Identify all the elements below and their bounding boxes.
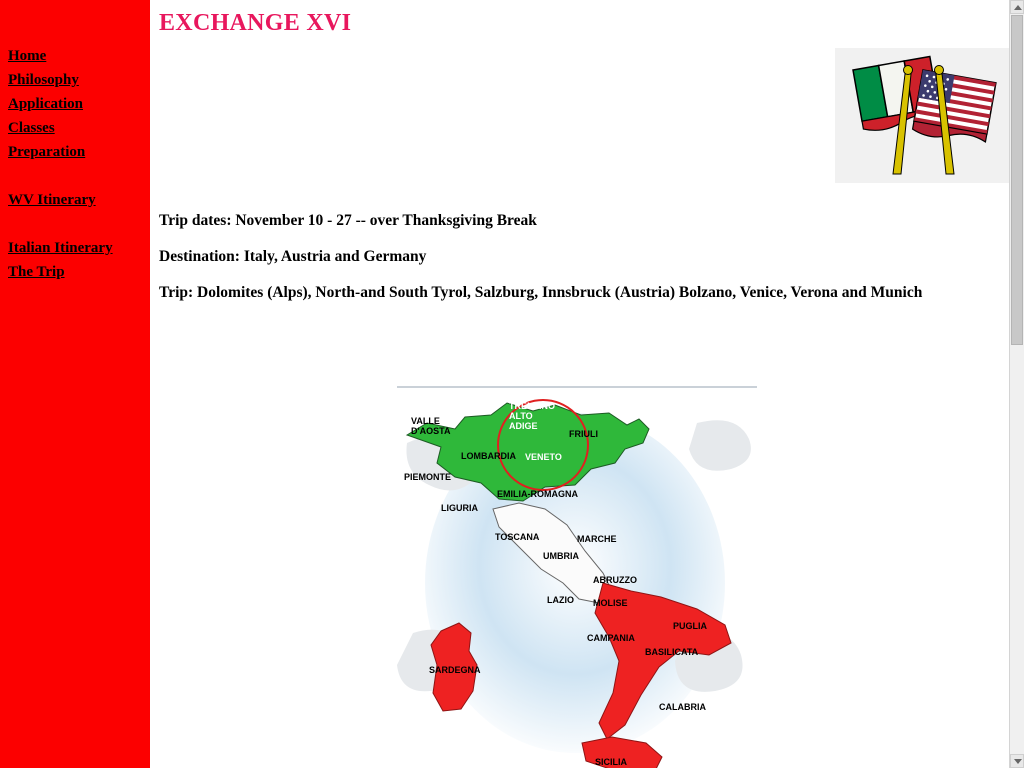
trip-info-block: [159, 212, 999, 320]
page-title: EXCHANGE XVI: [159, 10, 352, 36]
scrollbar-thumb[interactable]: [1011, 15, 1023, 345]
sidebar-spacer-2: [8, 212, 150, 236]
trip-route-line: Trip: Dolomites (Alps), North-and South Tyrol, Salzburg, Innsbruck (Austria) Bolzano, Venice, Verona and Munich: [159, 284, 923, 301]
svg-text:TRENTINO: TRENTINO: [509, 401, 555, 411]
sidebar-link-classes[interactable]: Classes: [8, 120, 55, 136]
sidebar-link-italian-itinerary[interactable]: Italian Itinerary: [8, 240, 113, 256]
sidebar-item-preparation[interactable]: [8, 140, 150, 164]
svg-text:SARDEGNA: SARDEGNA: [429, 665, 481, 675]
sidebar-item-italian-itinerary[interactable]: [8, 236, 150, 260]
svg-text:ABRUZZO: ABRUZZO: [593, 575, 637, 585]
sidebar-link-the-trip[interactable]: The Trip: [8, 264, 65, 280]
svg-text:PUGLIA: PUGLIA: [673, 621, 708, 631]
main-content: [150, 0, 1010, 768]
svg-text:VENETO: VENETO: [525, 452, 562, 462]
sidebar-item-philosophy[interactable]: [8, 68, 150, 92]
svg-text:LOMBARDIA: LOMBARDIA: [461, 451, 516, 461]
svg-text:SICILIA: SICILIA: [595, 757, 628, 767]
svg-text:UMBRIA: UMBRIA: [543, 551, 579, 561]
svg-text:PIEMONTE: PIEMONTE: [404, 472, 452, 482]
svg-text:CALABRIA: CALABRIA: [659, 702, 706, 712]
sidebar-item-classes[interactable]: [8, 116, 150, 140]
svg-text:MOLISE: MOLISE: [593, 598, 628, 608]
scroll-down-button[interactable]: [1010, 754, 1024, 768]
italy-regions-map: [397, 383, 757, 768]
svg-text:ALTO: ALTO: [509, 411, 533, 421]
svg-text:D'AOSTA: D'AOSTA: [411, 426, 451, 436]
svg-text:EMILIA-ROMAGNA: EMILIA-ROMAGNA: [497, 489, 578, 499]
sidebar: [0, 0, 150, 768]
svg-text:LAZIO: LAZIO: [547, 595, 574, 605]
sidebar-link-wv-itinerary[interactable]: WV Itinerary: [8, 192, 96, 208]
sidebar-link-application[interactable]: Application: [8, 96, 84, 112]
sidebar-nav: [0, 0, 150, 284]
sidebar-item-wv-itinerary[interactable]: [8, 188, 150, 212]
sidebar-item-the-trip[interactable]: [8, 260, 150, 284]
trip-destination-line: Destination: Italy, Austria and Germany: [159, 248, 427, 265]
svg-text:MARCHE: MARCHE: [577, 534, 617, 544]
triangle-down-icon: [1014, 759, 1022, 764]
svg-text:TOSCANA: TOSCANA: [495, 532, 540, 542]
svg-text:BASILICATA: BASILICATA: [645, 647, 699, 657]
trip-dates-line: Trip dates: November 10 - 27 -- over Thanksgiving Break: [159, 212, 537, 229]
scroll-up-button[interactable]: [1010, 0, 1024, 14]
sidebar-spacer-1: [8, 164, 150, 188]
svg-text:VALLE: VALLE: [411, 416, 440, 426]
sidebar-item-application[interactable]: [8, 92, 150, 116]
sidebar-link-philosophy[interactable]: Philosophy: [8, 72, 79, 88]
sidebar-link-preparation[interactable]: Preparation: [8, 144, 86, 160]
svg-text:FRIULI: FRIULI: [569, 429, 598, 439]
vertical-scrollbar[interactable]: [1009, 0, 1024, 768]
triangle-up-icon: [1014, 5, 1022, 10]
svg-text:LIGURIA: LIGURIA: [441, 503, 478, 513]
sidebar-item-home[interactable]: [8, 44, 150, 68]
svg-text:ADIGE: ADIGE: [509, 421, 538, 431]
sidebar-link-home[interactable]: Home: [8, 48, 47, 64]
svg-text:CAMPANIA: CAMPANIA: [587, 633, 635, 643]
crossed-flags-image: [835, 48, 1010, 183]
